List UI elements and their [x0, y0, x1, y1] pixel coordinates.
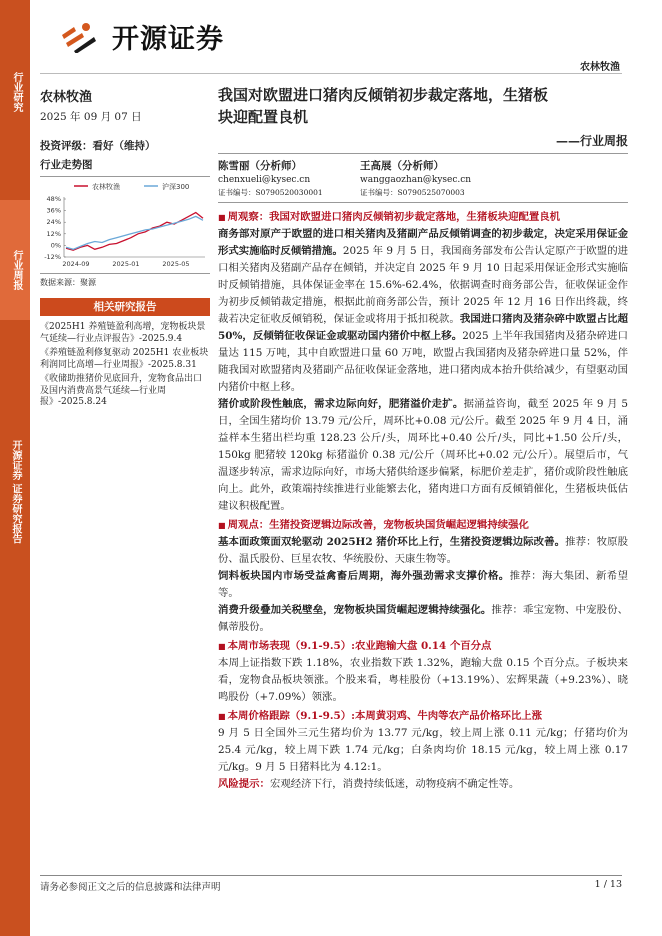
logo-mark-icon — [60, 21, 104, 53]
left-column — [40, 80, 210, 412]
sidebar-top-label: 行业研究 — [11, 72, 22, 112]
lead-sentence: 猪价或阶段性触底，需求边际向好，肥猪溢价走扩。 — [218, 398, 464, 410]
section-heading-market: ■ 本周市场表现（9.1-9.5）:农业跑输大盘 0.14 个百分点 — [218, 638, 628, 655]
trend-divider — [40, 176, 210, 177]
risk-label: 风险提示： — [218, 778, 270, 790]
logo-name: 开源证券 — [112, 24, 224, 55]
analyst-card — [218, 158, 346, 198]
x-tick-label: 2025-05 — [162, 260, 190, 268]
report-type: ——行业周报 — [555, 134, 628, 148]
paragraph-hog-price — [218, 396, 628, 515]
analyst-email[interactable]: chenxueli@kysec.cn — [218, 175, 311, 185]
risk-warning — [218, 776, 628, 793]
related-report-item[interactable]: 《2025H1 养殖链盈利高增，宠物板块景气延续—行业点评报告》-2025.9.4 — [40, 322, 206, 344]
body — [218, 209, 628, 793]
paragraph-text: 推荐：海大集团、新希望等。 — [218, 570, 629, 599]
paragraph-market: 本周上证指数下跌 1.18%，农业指数下跌 1.32%，跑输大盘 0.15 个百分点。子板块来看，宠物食品板块领涨。个股来看，粤桂股份（+13.19%）、宏辉果蔬（+9.23%）、晓鸣股份（+7.09%）领涨。 — [218, 657, 628, 703]
paragraph-anti-dumping — [218, 226, 628, 396]
paragraph-text: 推荐：牧原股份、温氏股份、巨星农牧、华统股份、天康生物等。 — [218, 536, 629, 565]
report-title-line1: 我国对欧盟进口猪肉反倾销初步裁定落地，生猪板 — [218, 86, 549, 104]
legend-label: 农林牧渔 — [92, 183, 120, 191]
x-tick-label: 2025-01 — [112, 260, 140, 268]
report-date: 2025 年 09 月 07 日 — [40, 111, 142, 123]
report-title — [218, 84, 628, 128]
analyst-cert: 证书编号：S0790520030001 — [218, 188, 323, 197]
y-tick-label: 0% — [50, 241, 61, 250]
section-heading-weekly-view: ■ 周观点：生猪投资逻辑边际改善，宠物板块国货崛起逻辑持续强化 — [218, 517, 628, 534]
chart-bottom-divider — [40, 273, 210, 274]
lead-sentence: 基本面政策面双轮驱动 2025H2 猪价环比上行，生猪投资逻辑边际改善。 — [218, 536, 566, 548]
analyst-email[interactable]: wanggaozhan@kysec.cn — [360, 175, 472, 185]
chart-source: 数据来源：聚源 — [40, 278, 96, 287]
related-report-item[interactable]: 《养殖链盈利修复驱动 2025H1 农业板块利润同比高增—行业周报》-2025.8.31 — [40, 348, 209, 370]
paragraph-feed — [218, 568, 628, 602]
sidebar-bottom-label: 开源证券 证券研究报告 — [10, 440, 21, 544]
paragraph-pet — [218, 602, 628, 636]
legend-label: 沪深300 — [162, 183, 190, 191]
lead-sentence: 饲料板块国内市场受益禽畜后周期，海外强劲需求支撑价格。 — [218, 570, 510, 582]
trend-chart — [40, 179, 210, 271]
analyst-block — [218, 158, 628, 198]
y-tick-label: 48% — [46, 195, 61, 203]
y-tick-label: 12% — [46, 229, 61, 238]
trend-title: 行业走势图 — [40, 159, 93, 171]
title-divider — [218, 153, 628, 154]
sector-tag: 农林牧渔 — [580, 62, 620, 73]
lead-sentence: 商务部对原产于欧盟的进口相关猪肉及猪副产品反倾销调查的初步裁定，决定采用保证金形式实施临时反倾销措施。 — [218, 228, 628, 257]
analyst-cert: 证书编号：S0790525070003 — [360, 188, 465, 197]
y-tick-label: 24% — [46, 218, 61, 227]
lead-sentence: 我国进口猪肉及猪杂碎中欧盟占比超 50%，反倾销征收保证金或驱动国内猪价中枢上移。 — [218, 313, 629, 342]
page-number: 1 / 13 — [594, 879, 622, 890]
paragraph-text: 推荐：乖宝宠物、中宠股份、佩蒂股份。 — [218, 604, 629, 633]
risk-text: 宏观经济下行，消费持续低迷，动物疫病不确定性等。 — [269, 778, 520, 790]
paragraph-hog-logic — [218, 534, 628, 568]
analyst-divider — [218, 202, 628, 203]
section-heading-price: ■ 本周价格跟踪（9.1-9.5）:本周黄羽鸡、牛肉等农产品价格环比上涨 — [218, 708, 628, 725]
section-heading-weekly-observation: ■ 周观察：我国对欧盟进口猪肉反倾销初步裁定落地，生猪板块迎配置良机 — [218, 209, 628, 226]
lead-sentence: 消费升级叠加关税壁垒，宠物板块国货崛起逻辑持续强化。 — [218, 604, 492, 616]
sector-title: 农林牧渔 — [40, 90, 93, 105]
x-tick-label: 2024-09 — [62, 260, 90, 268]
series-line — [66, 216, 203, 249]
paragraph-price: 9 月 5 日全国外三元生猪均价为 13.77 元/kg，较上周上涨 0.11 元/kg；仔猪均价为 25.4 元/kg，较上周下跌 1.74 元/kg；白条肉均价 18.15 元/kg，较上周上涨 0.17 元/kg。9 月 5 日猪料比为 4.12:1。 — [218, 727, 628, 773]
analyst-name: 王高展（分析师） — [360, 160, 444, 172]
related-reports-list — [40, 322, 210, 409]
paragraph-text: 2025 年 9 月 5 日，我国商务部发布公告认定原产于欧盟的进口相关猪肉及猪副产品存在倾销，并决定自 2025 年 9 月 10 日起采用保证金形式实施临时反倾销措施，具体保证金率在 15.6%-62.4%，依据调查时商务部公告，征收保证金作为初步反倾销裁定措施，根据此前商务部公告，预计 2025 年 12 月 16 日作出终裁，终裁若决定征收反倾销税，保证金或将用于抵扣税款。 — [218, 245, 628, 325]
header-divider — [40, 73, 622, 74]
rating: 投资评级：看好（维持） — [40, 140, 156, 152]
sidebar-middle-label: 行业周报 — [11, 250, 22, 290]
analyst-name: 陈雪丽（分析师） — [218, 160, 302, 172]
analyst-card — [360, 158, 520, 198]
related-report-item[interactable]: 《收储助推猪价见底回升，宠物食品出口及国内消费高景气延续—行业周报》-2025.8.24 — [40, 374, 203, 407]
y-tick-label: 36% — [46, 206, 61, 215]
paragraph-text: 2025 上半年我国猪肉及猪杂碎进口量达 115 万吨，其中自欧盟进口量 60 万吨，欧盟占我国猪肉及猪杂碎进口量 52%，伴随我国对欧盟猪肉及猪副产品征收保证金落地，进口猪肉成本抬升供给减少，有望驱动国内猪价中枢上移。 — [218, 330, 628, 393]
footer-disclaimer: 请务必参阅正文之后的信息披露和法律声明 — [40, 882, 221, 893]
related-reports-title: 相关研究报告 — [40, 298, 210, 316]
footer-divider — [40, 875, 622, 876]
main-column — [218, 80, 628, 793]
paragraph-text: 据涌益咨询，截至 2025 年 9 月 5 日，全国生猪均价 13.79 元/公斤，周环比+0.08 元/公斤。截至 2025 年 9 月 4 日，涌益样本生猪出栏均重 128.23 公斤/头，周环比+0.40 公斤/头，同比+1.50 公斤/头，150kg 肥猪较 120kg 标猪溢价 0.38 元/公斤（周环比+0.02 元/公斤）。展望后市，气温逐步转凉，需求边际向好，市场大猪供给逐步偏紧，标肥价差走扩，猪价或阶段性触底向上。此外，政策端持续推进行业能繁去化，猪肉进口方面有反倾销催化，生猪板块低估建议积极配置。 — [218, 398, 628, 512]
y-tick-label: -12% — [44, 253, 61, 261]
report-title-line2: 块迎配置良机 — [218, 108, 309, 126]
logo — [60, 17, 224, 56]
